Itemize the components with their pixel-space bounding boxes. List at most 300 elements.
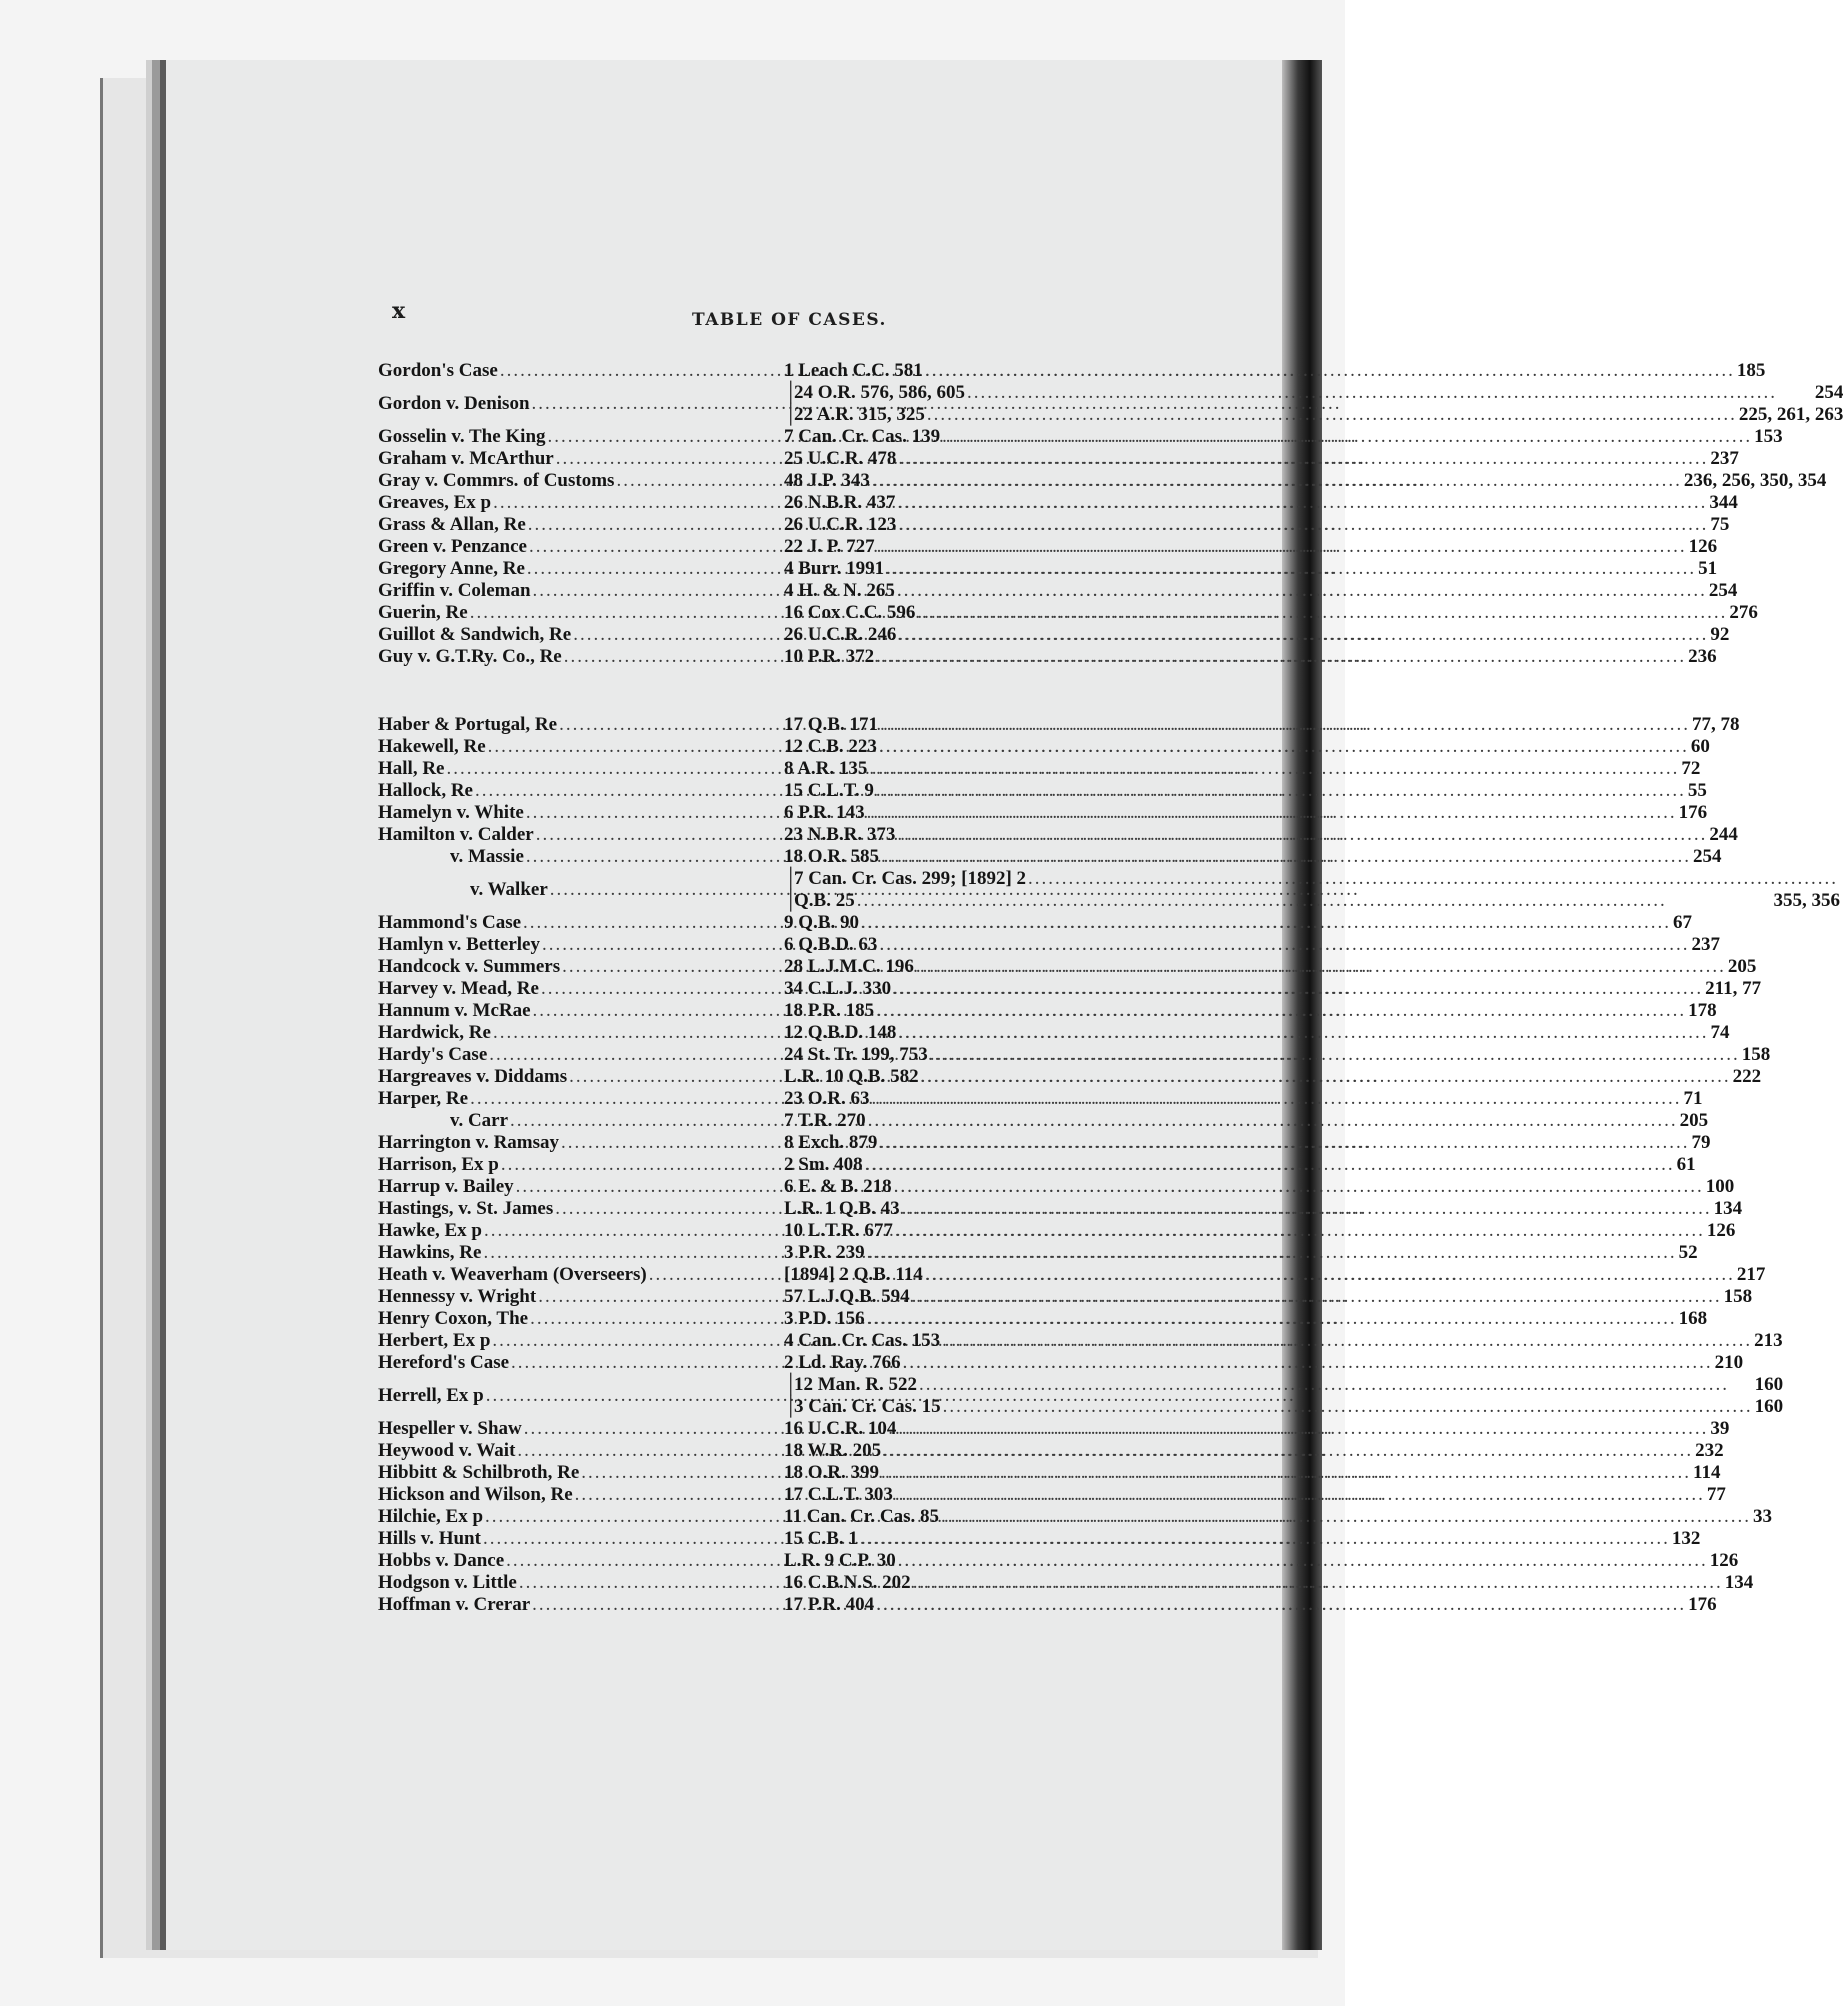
citation: 34 C.L.J. 330: [784, 978, 892, 999]
dot-leader: [876, 1000, 1686, 1022]
citation: 4 H. & N. 265: [784, 580, 895, 601]
dot-leader: [867, 1242, 1677, 1264]
dot-leader: [898, 624, 1708, 646]
case-name: Herbert, Ex p: [378, 1330, 491, 1351]
case-name: Hargreaves v. Diddams: [378, 1066, 568, 1087]
citation-column: [784, 646, 1717, 668]
page-references: 52: [1678, 1242, 1698, 1263]
case-name: Harrison, Ex p: [378, 1154, 499, 1175]
dot-leader: [895, 1484, 1705, 1506]
page-references: 126: [1688, 536, 1718, 557]
citation: 18 P.R. 185: [784, 1000, 875, 1021]
citation: 8 A.R. 135: [784, 758, 868, 779]
citation: 25 U.C.R. 478: [784, 448, 897, 469]
citation: 15 C.B. 1: [784, 1528, 858, 1549]
citation-column: [784, 1066, 1761, 1088]
brace-mark: │: [784, 868, 798, 889]
case-entry: [378, 736, 1710, 758]
dot-leader: [883, 1440, 1693, 1462]
case-name-column: [378, 912, 784, 934]
citation: 10 P.R. 372: [784, 646, 875, 667]
page-references: 72: [1681, 758, 1701, 779]
citation-column: [784, 758, 1700, 780]
citation: L.R. 1 Q.B. 43: [784, 1198, 900, 1219]
citation: 26 N.B.R. 437: [784, 492, 896, 513]
citation-line: [784, 382, 1843, 404]
case-name-column: [378, 1242, 784, 1264]
case-name-column: [378, 780, 784, 802]
case-entry: [378, 1308, 1708, 1330]
citation: 17 C.L.T. 303: [784, 1484, 893, 1505]
case-name: Guerin, Re: [378, 602, 468, 623]
case-entry: [378, 1286, 1753, 1308]
case-name-column: [378, 1066, 784, 1088]
case-entry: [378, 448, 1739, 470]
page-references: 254: [1693, 846, 1722, 867]
case-name-column: [378, 1385, 784, 1407]
case-name: Guillot & Sandwich, Re: [378, 624, 572, 645]
dot-leader: [867, 1308, 1677, 1330]
dot-leader: [1028, 868, 1838, 890]
case-name-column: [378, 1220, 784, 1242]
citation-column: [784, 1264, 1765, 1286]
case-name-column: [378, 492, 784, 514]
page-references: 158: [1741, 1044, 1771, 1065]
case-name-column: [378, 580, 784, 602]
case-name-column: [378, 956, 784, 978]
citation: 12 C.B. 223: [784, 736, 877, 757]
citation-column: [784, 1132, 1710, 1154]
citation-column: [784, 956, 1756, 978]
citation: 3 P.R. 239: [784, 1242, 865, 1263]
case-name-column: [378, 514, 784, 536]
brace-mark: │: [784, 404, 798, 425]
case-name: Harper, Re: [378, 1088, 469, 1109]
case-name-column: [378, 1000, 784, 1022]
citation-column: [784, 1418, 1729, 1440]
citation-group: [784, 868, 1840, 912]
case-entry: [378, 758, 1701, 780]
page-references: 67: [1672, 912, 1692, 933]
dot-leader: [898, 1022, 1708, 1044]
case-entry: [378, 1044, 1771, 1066]
citation-column: [784, 978, 1761, 1000]
dot-leader: [881, 1462, 1691, 1484]
case-name: Gregory Anne, Re: [378, 558, 525, 579]
case-entry: [378, 780, 1707, 802]
case-entry: [378, 382, 1843, 426]
dot-leader: [941, 1506, 1751, 1528]
citation-column: [784, 624, 1729, 646]
citation-column: [784, 1286, 1752, 1308]
page-references: 160: [1754, 1374, 1784, 1395]
citation: 7 Can. Cr. Cas. 139: [784, 426, 941, 447]
citation-column: [784, 1528, 1700, 1550]
citation: 9 Q.B. 90: [784, 912, 859, 933]
case-name-column: [378, 714, 784, 736]
citation-column: [784, 714, 1739, 736]
case-entry: [378, 1594, 1717, 1616]
page-references: 126: [1709, 1550, 1739, 1571]
citation: 2 Sm. 408: [784, 1154, 863, 1175]
case-name: Hilchie, Ex p: [378, 1506, 484, 1527]
case-entry: [378, 868, 1841, 912]
case-name: Hammond's Case: [378, 912, 522, 933]
case-name-column: [378, 1528, 784, 1550]
citation-column: [784, 1242, 1698, 1264]
case-name-column: [378, 1154, 784, 1176]
page-references: 114: [1693, 1462, 1721, 1483]
citation: 6 E. & B. 218: [784, 1176, 892, 1197]
citation: 7 T.R. 270: [784, 1110, 866, 1131]
dot-leader: [898, 514, 1708, 536]
citation: 26 U.C.R. 123: [784, 514, 897, 535]
dot-leader: [913, 1572, 1723, 1594]
citation-column: [784, 1198, 1742, 1220]
case-name: Hespeller v. Shaw: [378, 1418, 522, 1439]
dot-leader: [912, 1286, 1722, 1308]
page-references: 132: [1671, 1528, 1701, 1549]
citation: 15 C.L.T. 9: [784, 780, 874, 801]
case-name-column: [378, 1594, 784, 1616]
case-entry: [378, 1330, 1783, 1352]
page-references: 75: [1710, 514, 1730, 535]
citation-column: [784, 536, 1717, 558]
citation-column: [784, 448, 1739, 470]
case-entry: [378, 1110, 1709, 1132]
citation-column: [784, 1044, 1770, 1066]
dot-leader: [942, 1330, 1752, 1352]
case-entry: [378, 912, 1692, 934]
case-name-column: [378, 824, 784, 846]
case-name-column: [378, 1286, 784, 1308]
dot-leader: [919, 1374, 1753, 1396]
case-entry: [378, 1132, 1711, 1154]
case-entry: [378, 536, 1718, 558]
case-entry: [378, 1242, 1698, 1264]
citation: 18 W.R. 205: [784, 1440, 882, 1461]
citation-column: [784, 1462, 1720, 1484]
dot-leader: [921, 1066, 1731, 1088]
citation: Q.B. 25: [794, 890, 855, 911]
case-name-column: [378, 1484, 784, 1506]
citation: 3 P.D. 156: [784, 1308, 865, 1329]
dot-leader: [916, 956, 1726, 978]
case-entry: [378, 1484, 1726, 1506]
case-name: Hastings, v. St. James: [378, 1198, 554, 1219]
page-references: 33: [1753, 1506, 1773, 1527]
page-references: 51: [1698, 558, 1718, 579]
case-name-column: [378, 1176, 784, 1198]
page-references: 39: [1710, 1418, 1730, 1439]
case-name: Gray v. Commrs. of Customs: [378, 470, 615, 491]
case-entry: [378, 802, 1708, 824]
citation: 17 Q.B. 171: [784, 714, 878, 735]
citation: 18 O.R. 399: [784, 1462, 879, 1483]
citation: 12 Man. R. 522: [794, 1374, 917, 1395]
dot-leader: [943, 1396, 1753, 1418]
case-entry: [378, 1462, 1721, 1484]
case-name-column: [378, 1044, 784, 1066]
dot-leader: [894, 1176, 1704, 1198]
case-name: v. Massie: [450, 846, 524, 867]
case-name: v. Walker: [470, 879, 548, 900]
citation-column: [784, 1110, 1708, 1132]
page-references: 232: [1695, 1440, 1724, 1461]
dot-leader: [868, 1110, 1678, 1132]
case-name-column: [378, 1440, 784, 1462]
dot-leader: [865, 1154, 1675, 1176]
dot-leader: [897, 824, 1707, 846]
citation: 16 Cox C.C. 596: [784, 602, 916, 623]
citation-column: [784, 514, 1729, 536]
page-references: 213: [1754, 1330, 1783, 1351]
case-entry: [378, 602, 1758, 624]
case-entry: [378, 978, 1762, 1000]
dot-leader: [872, 470, 1682, 492]
case-name-column: [378, 1022, 784, 1044]
case-name-column: [378, 624, 784, 646]
case-entry: [378, 1176, 1735, 1198]
page-references: 276: [1729, 602, 1758, 623]
citation: 3 Can. Cr. Cas. 15: [794, 1396, 941, 1417]
case-name: Hamilton v. Calder: [378, 824, 534, 845]
page-number: x: [392, 298, 406, 324]
brace-mark: │: [784, 382, 798, 403]
citation-group: [784, 1374, 1783, 1418]
case-name-column: [378, 879, 784, 901]
dot-leader: [879, 934, 1689, 956]
dot-leader: [867, 802, 1677, 824]
page-references: 74: [1710, 1022, 1730, 1043]
dot-leader: [967, 382, 1813, 404]
dot-leader: [898, 1550, 1708, 1572]
citation-column: [784, 780, 1707, 802]
dot-leader: [877, 536, 1687, 558]
page-references: 176: [1688, 1594, 1717, 1615]
dot-leader: [925, 360, 1735, 382]
page-references: 79: [1691, 1132, 1711, 1153]
case-name-column: [378, 846, 784, 868]
page-references: 55: [1687, 780, 1707, 801]
case-name: Haber & Portugal, Re: [378, 714, 558, 735]
page-references: 355, 356: [1773, 890, 1841, 911]
dot-leader: [876, 780, 1686, 802]
case-entry: [378, 934, 1720, 956]
dot-leader: [893, 978, 1703, 1000]
table-of-cases: [378, 360, 1843, 1616]
case-entry: [378, 470, 1827, 492]
case-name: Gordon's Case: [378, 360, 498, 381]
case-name: Hawkins, Re: [378, 1242, 482, 1263]
dot-leader: [879, 736, 1689, 758]
page-references: 205: [1727, 956, 1757, 977]
case-name: Harrington v. Ramsay: [378, 1132, 560, 1153]
case-entry: [378, 514, 1730, 536]
citation-column: [784, 1176, 1734, 1198]
case-name: Handcock v. Summers: [378, 956, 561, 977]
citation: 1 Leach C.C. 581: [784, 360, 923, 381]
citation: [1894] 2 Q.B. 114: [784, 1264, 923, 1285]
dot-leader: [879, 1132, 1689, 1154]
case-name-column: [378, 1330, 784, 1352]
citation-column: [784, 934, 1720, 956]
citation-column: [784, 1572, 1753, 1594]
dot-leader: [897, 580, 1707, 602]
case-entry: [378, 1022, 1730, 1044]
case-entry: [378, 1066, 1762, 1088]
case-entry: [378, 1352, 1744, 1374]
citation-column: [784, 846, 1722, 868]
page-references: 176: [1678, 802, 1708, 823]
case-name: Hills v. Hunt: [378, 1528, 481, 1549]
citation: 12 Q.B.D. 148: [784, 1022, 897, 1043]
page-references: 237: [1710, 448, 1739, 469]
citation: 22 A.R. 315, 325: [794, 404, 925, 425]
dot-leader: [880, 714, 1690, 736]
citation: 22 J. P. 727: [784, 536, 875, 557]
case-entry: [378, 1550, 1739, 1572]
case-name-column: [378, 536, 784, 558]
case-name: Hereford's Case: [378, 1352, 510, 1373]
case-name: Hannum v. McRae: [378, 1000, 531, 1021]
dot-leader: [857, 890, 1772, 912]
case-name: Hickson and Wilson, Re: [378, 1484, 573, 1505]
case-name: Harvey v. Mead, Re: [378, 978, 539, 999]
citation: 17 P.R. 404: [784, 1594, 875, 1615]
citation: 6 Q.B.D. 63: [784, 934, 878, 955]
case-name-column: [378, 426, 784, 448]
citation-column: [784, 1154, 1696, 1176]
case-name-column: [378, 360, 784, 382]
citation-group: [784, 382, 1843, 426]
case-entry: [378, 360, 1766, 382]
case-entry: [378, 1000, 1717, 1022]
case-name: v. Carr: [450, 1110, 509, 1131]
page-references: 178: [1688, 1000, 1717, 1021]
dot-leader: [898, 1418, 1708, 1440]
citation: 48 J.P. 343: [784, 470, 870, 491]
page-references: 254: [1708, 580, 1738, 601]
case-name: Hall, Re: [378, 758, 445, 779]
case-name: Hobbs v. Dance: [378, 1550, 505, 1571]
page-references: 77: [1706, 1484, 1726, 1505]
case-name: Hoffman v. Crerar: [378, 1594, 531, 1615]
page-references: 153: [1754, 426, 1783, 447]
case-name-column: [378, 1418, 784, 1440]
page-references: 217: [1736, 1264, 1766, 1285]
page-references: 185: [1736, 360, 1766, 381]
page-references: 92: [1710, 624, 1730, 645]
case-entry: [378, 1440, 1724, 1462]
dot-leader: [861, 912, 1671, 934]
case-name: Hamlyn v. Betterley: [378, 934, 540, 955]
case-entry: [378, 956, 1757, 978]
page-references: 61: [1676, 1154, 1696, 1175]
dot-leader: [869, 758, 1679, 780]
case-name-column: [378, 558, 784, 580]
case-entry: [378, 1418, 1730, 1440]
dot-leader: [917, 602, 1727, 624]
case-name: Hakewell, Re: [378, 736, 486, 757]
case-entry: [378, 646, 1717, 668]
case-name: Green v. Penzance: [378, 536, 527, 557]
citation-line: [784, 1396, 1783, 1418]
citation: 57 L.J.Q.B. 594: [784, 1286, 910, 1307]
page-references: 211, 77: [1705, 978, 1762, 999]
page-references: 236: [1688, 646, 1717, 667]
page-references: 222: [1732, 1066, 1762, 1087]
case-name: Heywood v. Wait: [378, 1440, 516, 1461]
case-name-column: [378, 602, 784, 624]
page-references: 77, 78: [1691, 714, 1740, 735]
citation-column: [784, 1352, 1743, 1374]
citation: 24 St. Tr. 199, 753: [784, 1044, 928, 1065]
case-name-column: [378, 736, 784, 758]
case-name: Hallock, Re: [378, 780, 473, 801]
case-entry: [378, 1088, 1703, 1110]
page-references: 205: [1679, 1110, 1709, 1131]
dot-leader: [897, 492, 1707, 514]
citation-column: [784, 1220, 1735, 1242]
citation: 23 N.B.R. 373: [784, 824, 896, 845]
citation-column: [784, 360, 1765, 382]
citation: 24 O.R. 576, 586, 605: [794, 382, 965, 403]
page-references: 344: [1709, 492, 1738, 513]
citation-column: [784, 492, 1738, 514]
citation: 4 Burr. 1991: [784, 558, 885, 579]
citation: 10 L.T.R. 677: [784, 1220, 893, 1241]
citation: L.R. 10 Q.B. 582: [784, 1066, 919, 1087]
case-name-column: [378, 393, 784, 415]
page-references: 236, 256, 350, 354: [1683, 470, 1827, 491]
case-entry: [378, 1220, 1736, 1242]
dot-leader: [876, 1594, 1686, 1616]
case-entry: [378, 1528, 1701, 1550]
dot-leader: [886, 558, 1696, 580]
citation-column: [784, 912, 1692, 934]
page-references: 158: [1723, 1286, 1753, 1307]
citation: 7 Can. Cr. Cas. 299; [1892] 2: [794, 868, 1027, 889]
case-name-column: [378, 1110, 784, 1132]
dot-leader: [872, 1088, 1682, 1110]
citation-line: [784, 404, 1843, 426]
dot-leader: [895, 1220, 1705, 1242]
citation-column: [784, 736, 1710, 758]
case-name: Gosselin v. The King: [378, 426, 546, 447]
case-name: Graham v. McArthur: [378, 448, 554, 469]
case-name-column: [378, 978, 784, 1000]
case-entry: [378, 824, 1738, 846]
case-name: Hardwick, Re: [378, 1022, 491, 1043]
case-name-column: [378, 1550, 784, 1572]
citation-column: [784, 1000, 1717, 1022]
dot-leader: [898, 448, 1708, 470]
case-entry: [378, 492, 1738, 514]
page-references: 160: [1754, 1396, 1784, 1417]
case-entry: [378, 426, 1783, 448]
citation-column: [784, 558, 1717, 580]
citation-column: [784, 1088, 1703, 1110]
dot-leader: [942, 426, 1752, 448]
case-name: Hennessy v. Wright: [378, 1286, 537, 1307]
case-entry: [378, 714, 1740, 736]
case-entry: [378, 1264, 1766, 1286]
case-name-column: [378, 1506, 784, 1528]
citation: 16 U.C.R. 104: [784, 1418, 897, 1439]
page-references: 254: [1814, 382, 1843, 403]
case-entry: [378, 624, 1730, 646]
